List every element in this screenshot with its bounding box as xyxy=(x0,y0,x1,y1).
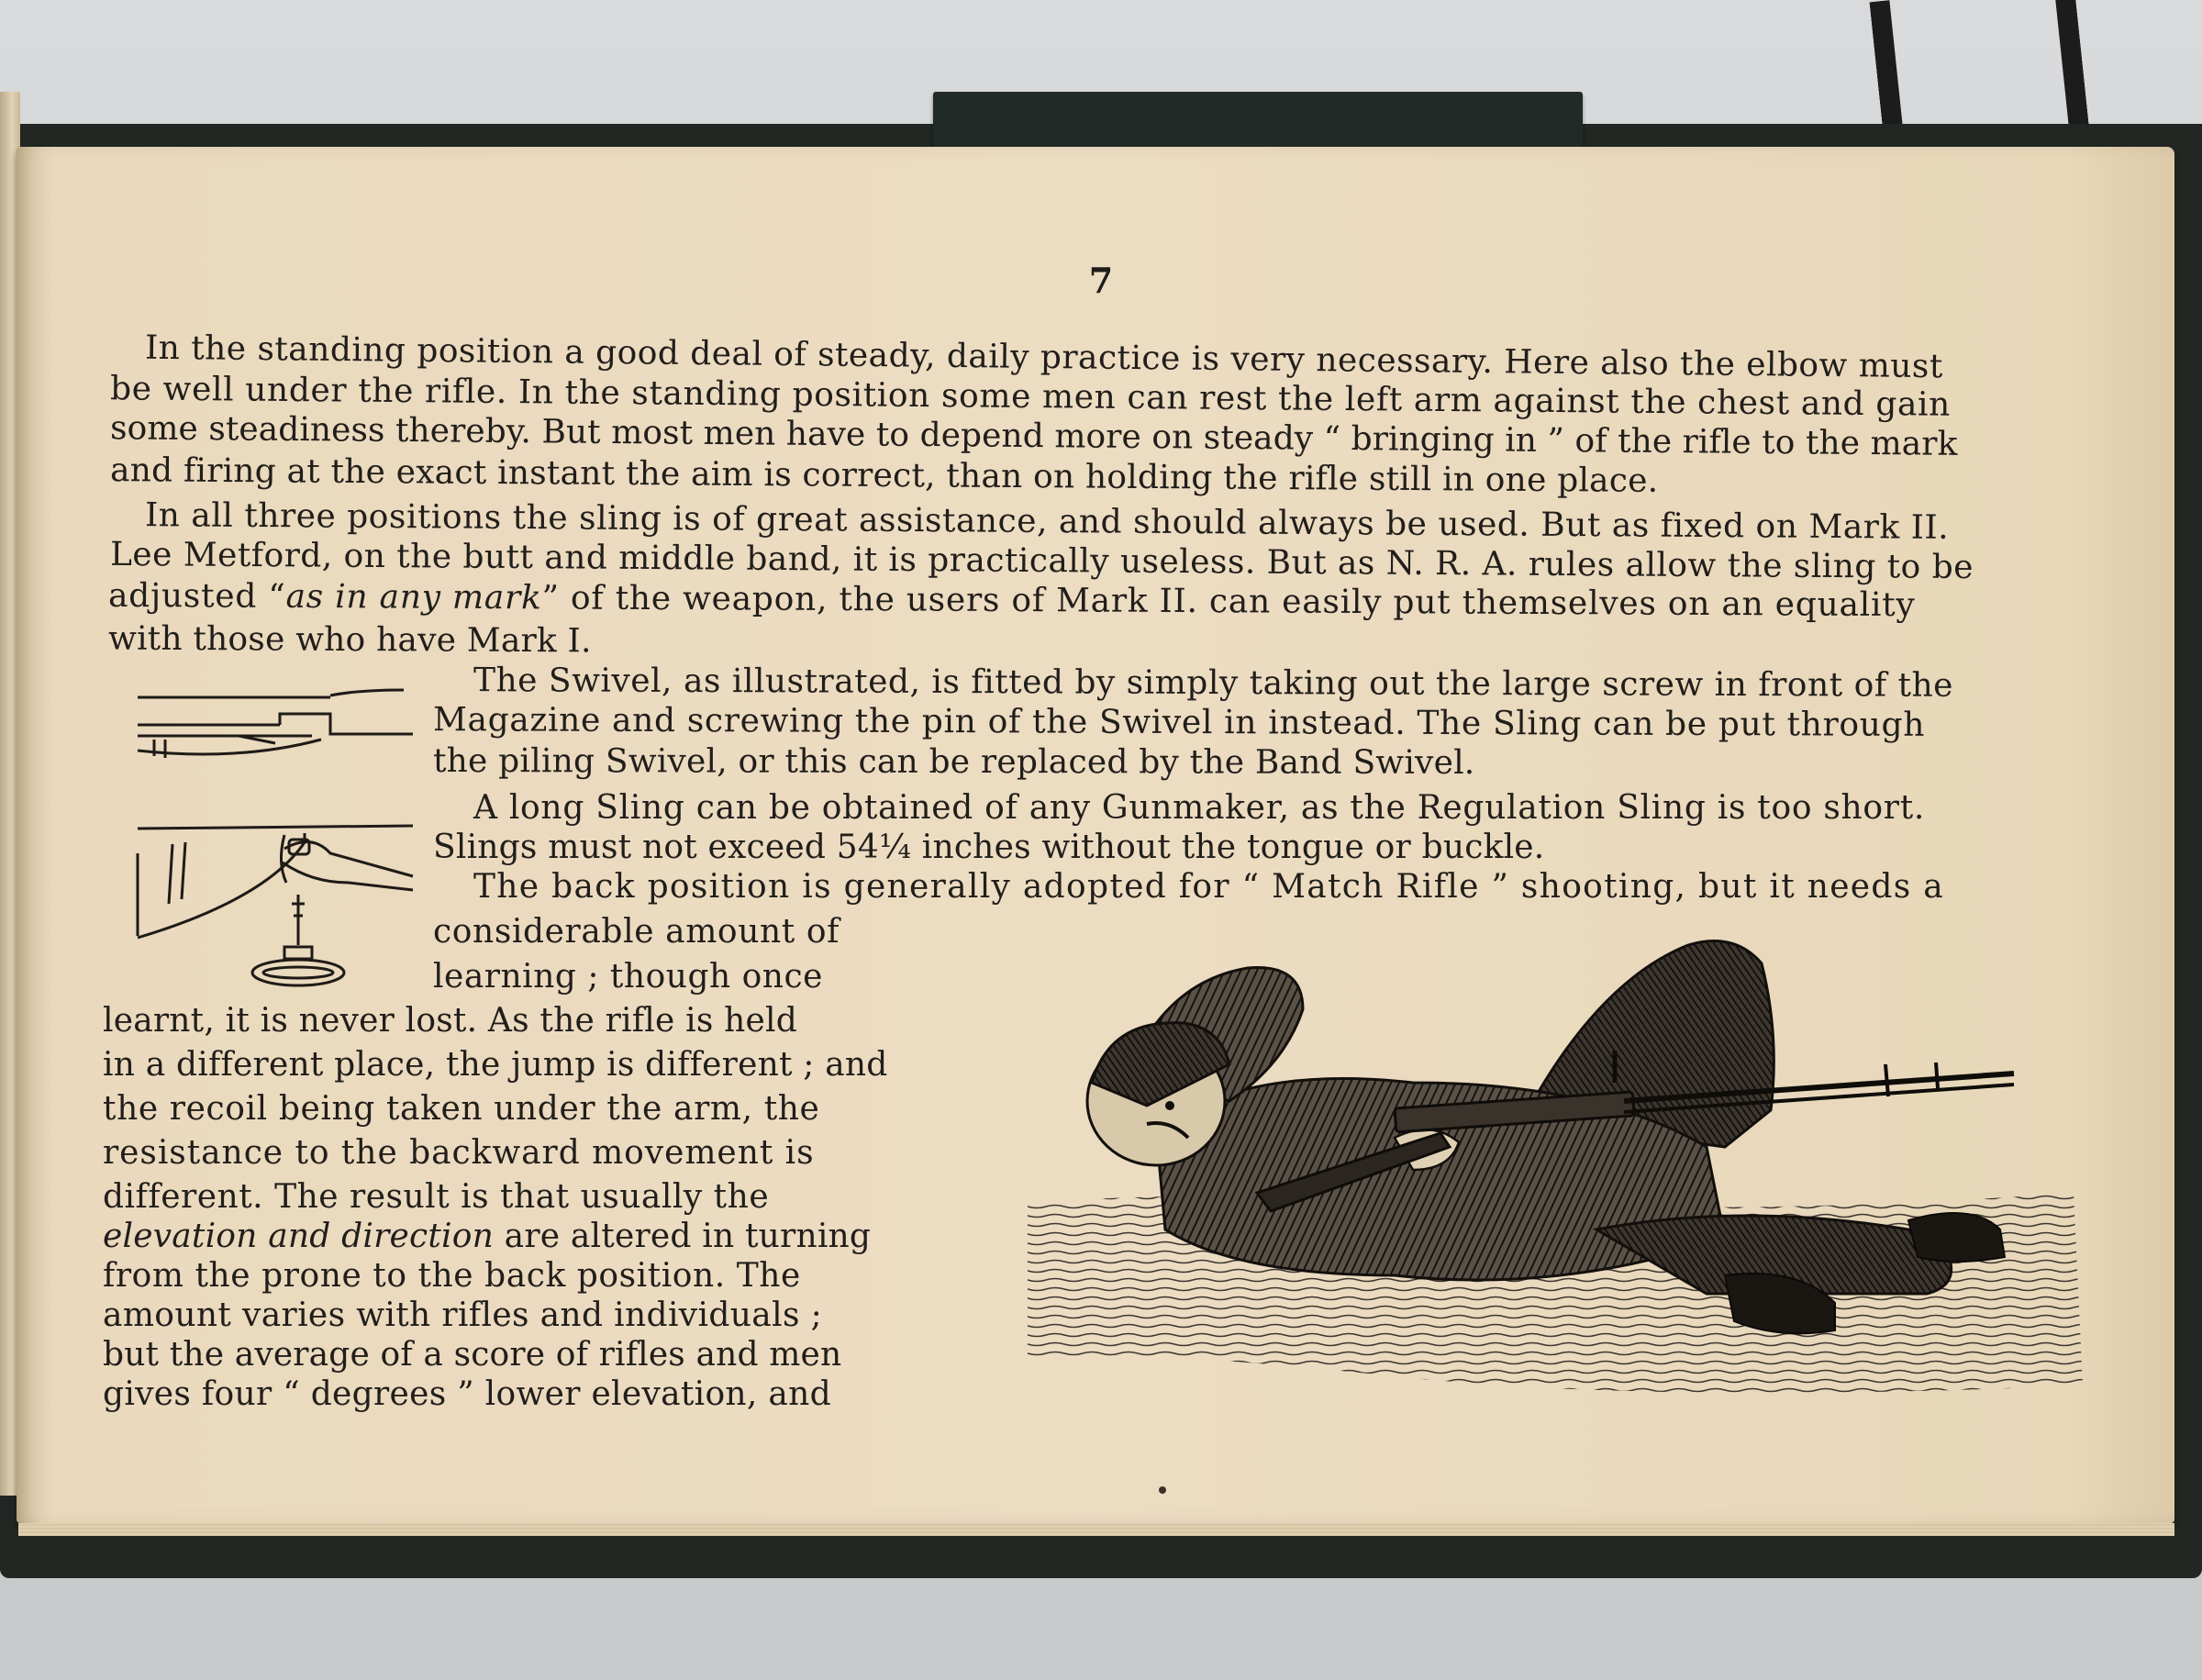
paragraph-2-line-3-end: ” of the weapon, the users of Mark II. can easily put themselves on an equality xyxy=(541,579,1916,625)
paragraph-2-line-1: In all three positions the sling is of great assistance, and should always be used. But as fixed on Mark II. xyxy=(144,496,1950,547)
paragraph-3-line-3: the piling Swivel, or this can be replaced by the Band Swivel. xyxy=(432,742,1475,782)
paragraph-1-line-4: and firing at the exact instant the aim is correct, than on holding the rifle still in one place. xyxy=(109,451,1659,500)
paragraph-2-italic-phrase: as in any mark xyxy=(285,577,542,617)
paragraph-2-line-4: with those who have Mark I. xyxy=(107,619,592,661)
paragraph-5-line-9 xyxy=(103,1217,871,1257)
paragraph-5-line-13: gives four “ degrees ” lower elevation, and xyxy=(103,1375,831,1413)
page-number: 7 xyxy=(1088,260,1114,301)
paragraph-2-line-2: Lee Metford, on the butt and middle band, it is practically useless. But as N. R. A. rules allow the sling to be xyxy=(109,535,1974,587)
paragraph-3-line-2: Magazine and screwing the pin of the Swivel in instead. The Sling can be put through xyxy=(432,701,1926,744)
paragraph-5-line-4: learnt, it is never lost. As the rifle is held xyxy=(103,1002,797,1040)
paragraph-4-line-1: A long Sling can be obtained of any Gunmaker, as the Regulation Sling is too short. xyxy=(473,789,1926,827)
paragraph-5-line-9-end: are altered in turning xyxy=(494,1218,872,1255)
page-stack-edge xyxy=(18,1523,2174,1536)
back-position-engraving xyxy=(1009,927,2092,1413)
paragraph-1-line-3: some steadiness thereby. But most men have to depend more on steady “ bringing in ” of the rifle to the mark xyxy=(109,409,1958,463)
paragraph-1-line-2: be well under the rifle. In the standing position some men can rest the left arm against the chest and gain xyxy=(109,370,1952,424)
paragraph-5-line-10: from the prone to the back position. The xyxy=(103,1257,801,1295)
paragraph-1-line-1: In the standing position a good deal of steady, daily practice is very necessary. Here also the elbow must xyxy=(144,328,1943,386)
paragraph-5-line-8: different. The result is that usually the xyxy=(103,1178,770,1216)
paragraph-3-line-1: The Swivel, as illustrated, is fitted by simply taking out the large screw in front of the xyxy=(473,662,1954,705)
paragraph-5-line-12: but the average of a score of rifles and men xyxy=(103,1336,842,1374)
paragraph-5-line-11: amount varies with rifles and individuals ; xyxy=(103,1296,823,1334)
paragraph-5-line-5: in a different place, the jump is different ; and xyxy=(103,1046,888,1084)
paragraph-5-line-7: resistance to the backward movement is xyxy=(103,1134,815,1172)
paragraph-5-line-2: considerable amount of xyxy=(433,913,840,951)
page-dot xyxy=(1159,1486,1166,1494)
paragraph-5-line-3: learning ; though once xyxy=(433,958,823,996)
paragraph-5-italic-phrase: elevation and direction xyxy=(103,1218,495,1255)
paragraph-2-line-3-start: adjusted “ xyxy=(107,576,286,616)
paragraph-5-line-6: the recoil being taken under the arm, the xyxy=(103,1090,820,1128)
paragraph-5-line-1: The back position is generally adopted for “ Match Rifle ” shooting, but it needs a xyxy=(473,868,1945,906)
swivel-diagram xyxy=(128,679,431,991)
paragraph-4-line-2: Slings must not exceed 54¼ inches without the tongue or buckle. xyxy=(433,829,1545,866)
